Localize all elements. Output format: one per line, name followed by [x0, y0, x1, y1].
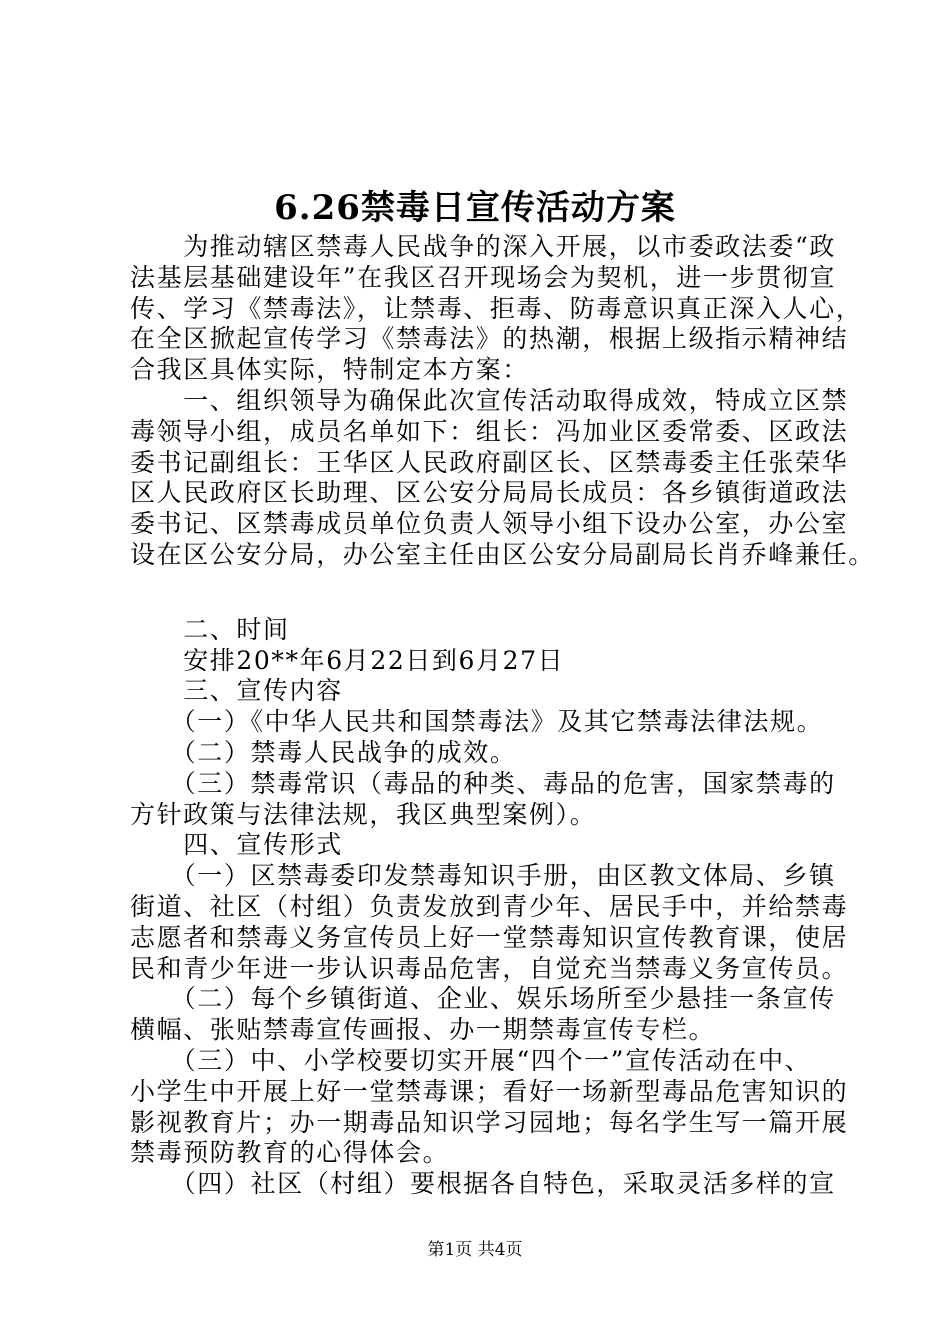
body-line: 三、宣传内容: [130, 676, 343, 706]
body-line: 方针政策与法律法规，我区典型案例）。: [130, 799, 597, 829]
body-line: （三）禁毒常识（毒品的种类、毒品的危害，国家禁毒的: [130, 768, 836, 798]
body-line: （二）禁毒人民战争的成效。: [130, 737, 517, 767]
body-line: （一）区禁毒委印发禁毒知识手册，由区教文体局、乡镇: [130, 861, 836, 891]
body-line: 一、组织领导为确保此次宣传活动取得成效，特成立区禁: [130, 385, 849, 415]
body-section-intro: [130, 232, 875, 571]
body-line: （一）《中华人民共和国禁毒法》及其它禁毒法律法规。: [130, 707, 824, 737]
body-line: 在全区掀起宣传学习《禁毒法》的热潮，根据上级指示精神结: [130, 324, 849, 354]
body-line: 影视教育片；办一期毒品知识学习园地；每名学生写一篇开展: [130, 1107, 849, 1137]
paragraph-gap: [130, 571, 850, 615]
document-body: [130, 232, 875, 1200]
body-line: 合我区具体实际，特制定本方案：: [130, 355, 530, 385]
body-line: 委书记、区禁毒成员单位负责人领导小组下设办公室，办公室: [130, 509, 849, 539]
document-title: 6.26禁毒日宣传活动方案: [274, 188, 676, 228]
body-line: 安排20**年6月22日到6月27日: [130, 645, 565, 675]
body-line: 传、学习《禁毒法》，让禁毒、拒毒、防毒意识真正深入人心，: [130, 293, 863, 323]
body-line: 为推动辖区禁毒人民战争的深入开展，以市委政法委“政: [130, 232, 836, 261]
body-line: （三）中、小学校要切实开展“四个一”宣传活动在中、: [130, 1045, 812, 1075]
page-number-footer: 第1页 共4页: [427, 1240, 523, 1260]
body-line: 街道、社区（村组）负责发放到青少年、居民手中，并给禁毒: [130, 891, 849, 921]
body-line: （四）社区（村组）要根据各自特色，采取灵活多样的宣: [130, 1169, 836, 1199]
body-line: 民和青少年进一步认识毒品危害，自觉充当禁毒义务宣传员。: [130, 953, 849, 983]
body-line: 四、宣传形式: [130, 830, 343, 860]
body-section-details: [130, 615, 850, 1200]
body-line: 法基层基础建设年”在我区召开现场会为契机，进一步贯彻宣: [130, 262, 836, 292]
body-line: （二）每个乡镇街道、企业、娱乐场所至少悬挂一条宣传: [130, 984, 836, 1014]
body-line: 志愿者和禁毒义务宣传员上好一堂禁毒知识宣传教育课，使居: [130, 922, 849, 952]
body-line: 小学生中开展上好一堂禁毒课；看好一场新型毒品危害知识的: [130, 1076, 849, 1106]
body-line: 区人民政府区长助理、区公安分局局长成员：各乡镇街道政法: [130, 478, 849, 508]
body-line: 毒领导小组，成员名单如下：组长：冯加业区委常委、区政法: [130, 416, 849, 446]
body-line: 委书记副组长：王华区人民政府副区长、区禁毒委主任张荣华: [130, 447, 849, 477]
body-line: 禁毒预防教育的心得体会。: [130, 1138, 450, 1168]
body-line: 横幅、张贴禁毒宣传画报、办一期禁毒宣传专栏。: [130, 1015, 716, 1045]
body-line: 二、时间: [130, 614, 290, 644]
body-line: 设在区公安分局，办公室主任由区公安分局副局长肖乔峰兼任。: [130, 539, 875, 569]
